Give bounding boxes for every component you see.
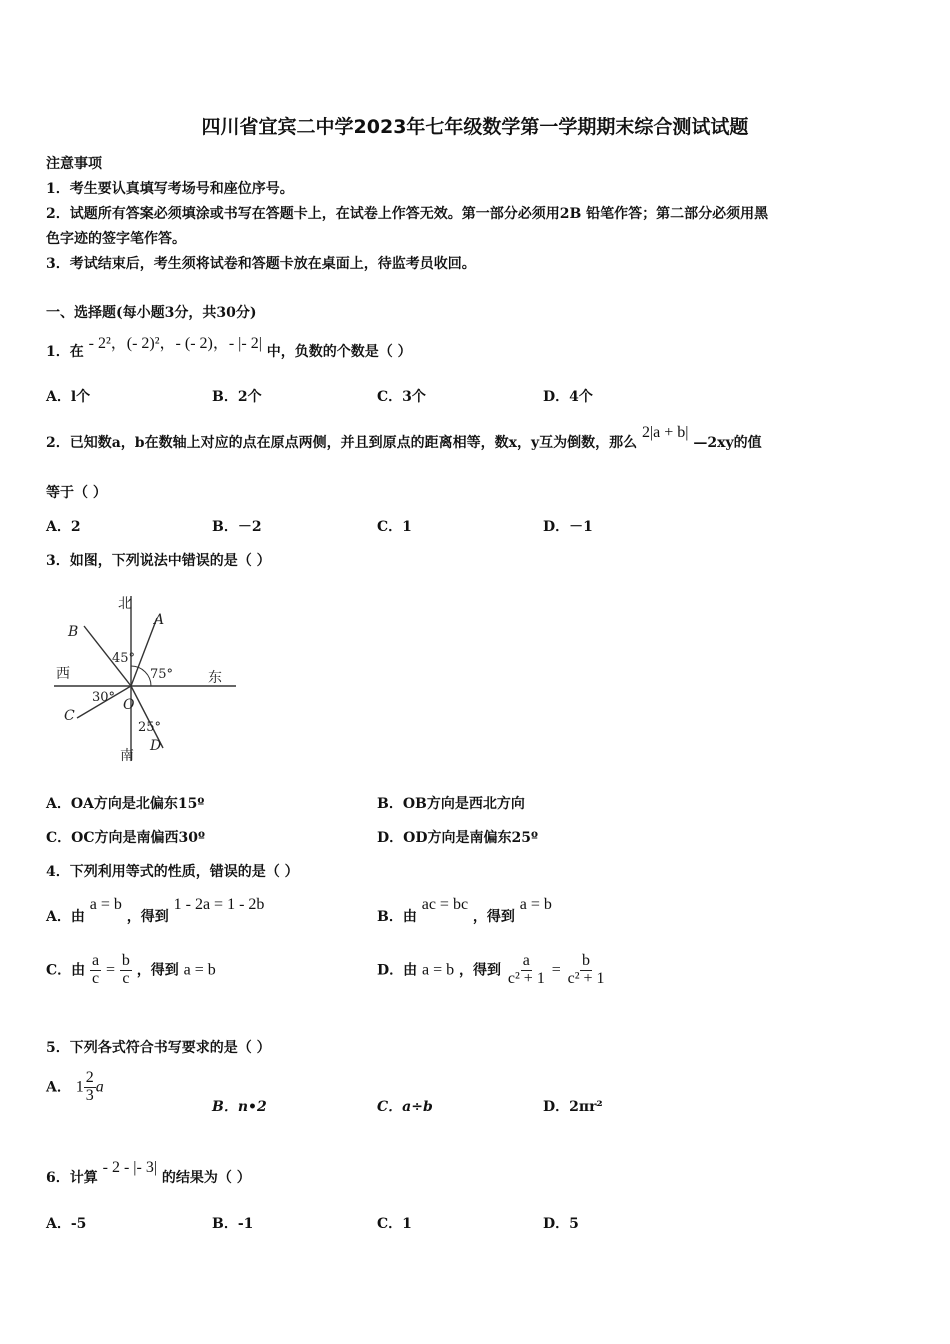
q5-option-c: C．a÷b bbox=[377, 1099, 433, 1115]
angle-45: 45° bbox=[112, 651, 136, 666]
q4-c-equals: = bbox=[106, 961, 116, 979]
note-item: 2．试题所有答案必须填涂或书写在答题卡上，在试卷上作答无效。第一部分必须用2B 铅笔作答；第二部分必须用黑 bbox=[46, 206, 769, 222]
q4-b-result: a = b bbox=[519, 896, 552, 913]
q5-a-whole: 1 bbox=[75, 1078, 84, 1096]
q6-expression: - 2 - |- 3| bbox=[102, 1159, 158, 1176]
notes-heading: 注意事项 bbox=[46, 156, 102, 172]
question-3: 3．如图，下列说法中错误的是（ ） bbox=[46, 553, 271, 569]
q4-d-premise: a = b bbox=[422, 961, 455, 979]
q4-d-equals: = bbox=[551, 961, 561, 979]
q2-line2: 等于（ ） bbox=[46, 485, 107, 501]
label-b: B bbox=[68, 624, 79, 640]
section-heading: 一、选择题(每小题3分，共30分) bbox=[46, 305, 257, 321]
q4-option-b bbox=[377, 896, 552, 926]
q3-option-c: C．OC方向是南偏西30º bbox=[46, 830, 205, 846]
q4-option-a bbox=[46, 896, 265, 926]
q6-option-c: C．1 bbox=[377, 1216, 412, 1232]
q4-a-premise: a = b bbox=[89, 896, 122, 913]
q2-text: 2．已知数a，b在数轴上对应的点在原点两侧，并且到原点的距离相等，数x，y互为倒数，那么 bbox=[46, 435, 638, 451]
q5-a-var: a bbox=[95, 1078, 104, 1096]
label-north: 北 bbox=[118, 596, 132, 612]
label-d: D bbox=[150, 738, 162, 754]
q4-b-label: B．由 bbox=[377, 909, 417, 925]
q4-b-premise: ac = bc bbox=[421, 896, 469, 913]
q6-prefix: 6．计算 bbox=[46, 1170, 98, 1186]
question-6 bbox=[46, 1159, 251, 1187]
q4-c-fraction-2: $\frac{b}{c}$ bbox=[121, 952, 130, 987]
label-south: 南 bbox=[120, 748, 134, 764]
q5-a-label: A． bbox=[46, 1079, 71, 1096]
question-2 bbox=[46, 424, 762, 452]
label-west: 西 bbox=[56, 666, 70, 682]
q1-option-b: B．2个 bbox=[212, 389, 262, 405]
q4-d-fraction-1: $\frac{a}{\text{c² + 1}}$ bbox=[507, 952, 545, 987]
q2-option-b: B．－2 bbox=[212, 519, 262, 535]
q5-a-fraction: $\frac{2}{3}$ bbox=[85, 1069, 94, 1104]
label-a: A bbox=[154, 612, 165, 628]
compass-figure bbox=[50, 588, 250, 768]
q4-d-mid: ，得到 bbox=[459, 962, 502, 979]
label-c: C bbox=[64, 708, 75, 724]
q4-d-label: D．由 bbox=[377, 962, 418, 979]
q4-option-d bbox=[377, 953, 607, 988]
q1-prefix: 1．在 bbox=[46, 344, 84, 360]
q3-option-b: B．OB方向是西北方向 bbox=[377, 796, 525, 812]
angle-arc-75 bbox=[131, 666, 151, 686]
q4-c-mid: ，得到 bbox=[136, 962, 179, 979]
q2-expression: 2|a + b| bbox=[641, 424, 689, 441]
question-4: 4．下列利用等式的性质，错误的是（ ） bbox=[46, 864, 299, 880]
note-item: 色字迹的签字笔作答。 bbox=[46, 231, 186, 247]
q6-suffix: 的结果为（ ） bbox=[161, 1170, 251, 1186]
q5-option-b: B．n•2 bbox=[212, 1099, 267, 1115]
q4-c-result: a = b bbox=[183, 961, 216, 979]
question-1 bbox=[46, 335, 412, 361]
angle-75: 75° bbox=[150, 667, 174, 682]
q4-c-label: C．由 bbox=[46, 962, 86, 979]
q4-b-mid: ，得到 bbox=[472, 909, 515, 925]
q1-option-a: A．l个 bbox=[46, 389, 91, 405]
note-item: 1．考生要认真填写考场号和座位序号。 bbox=[46, 181, 294, 197]
q5-option-d: D．2πr² bbox=[543, 1099, 603, 1115]
q4-option-c bbox=[46, 953, 216, 988]
label-east: 东 bbox=[208, 670, 222, 686]
q3-option-a: A．OA方向是北偏东15º bbox=[46, 796, 205, 812]
q2-tail: —2xy的值 bbox=[693, 435, 762, 451]
q3-option-d: D．OD方向是南偏东25º bbox=[377, 830, 538, 846]
q4-a-label: A．由 bbox=[46, 909, 85, 925]
page-title: 四川省宜宾二中学2023年七年级数学第一学期期末综合测试试题 bbox=[201, 116, 749, 138]
q4-c-fraction-1: $\frac{a}{c}$ bbox=[92, 952, 100, 987]
note-item: 3．考试结束后，考生须将试卷和答题卡放在桌面上，待监考员收回。 bbox=[46, 256, 476, 272]
angle-25: 25° bbox=[138, 720, 162, 735]
q1-expression: - 2²，(- 2)²，- (- 2)，- |- 2| bbox=[88, 335, 262, 352]
q1-option-c: C．3个 bbox=[377, 389, 426, 405]
q2-option-d: D．－1 bbox=[543, 519, 593, 535]
q4-a-mid: ，得到 bbox=[126, 909, 169, 925]
q5-option-a bbox=[46, 1070, 104, 1105]
question-5: 5．下列各式符合书写要求的是（ ） bbox=[46, 1040, 271, 1056]
q2-option-a: A．2 bbox=[46, 519, 81, 535]
q1-suffix: 中，负数的个数是（ ） bbox=[266, 344, 412, 360]
q4-a-result: 1 - 2a = 1 - 2b bbox=[173, 896, 265, 913]
q4-d-fraction-2: $\frac{b}{\text{c² + 1}}$ bbox=[567, 952, 605, 987]
q6-option-b: B．-1 bbox=[212, 1216, 254, 1232]
q1-option-d: D．4个 bbox=[543, 389, 593, 405]
label-o: O bbox=[123, 697, 135, 713]
q6-option-a: A．-5 bbox=[46, 1216, 87, 1232]
q2-option-c: C．1 bbox=[377, 519, 412, 535]
q6-option-d: D．5 bbox=[543, 1216, 579, 1232]
angle-30: 30° bbox=[92, 690, 116, 705]
